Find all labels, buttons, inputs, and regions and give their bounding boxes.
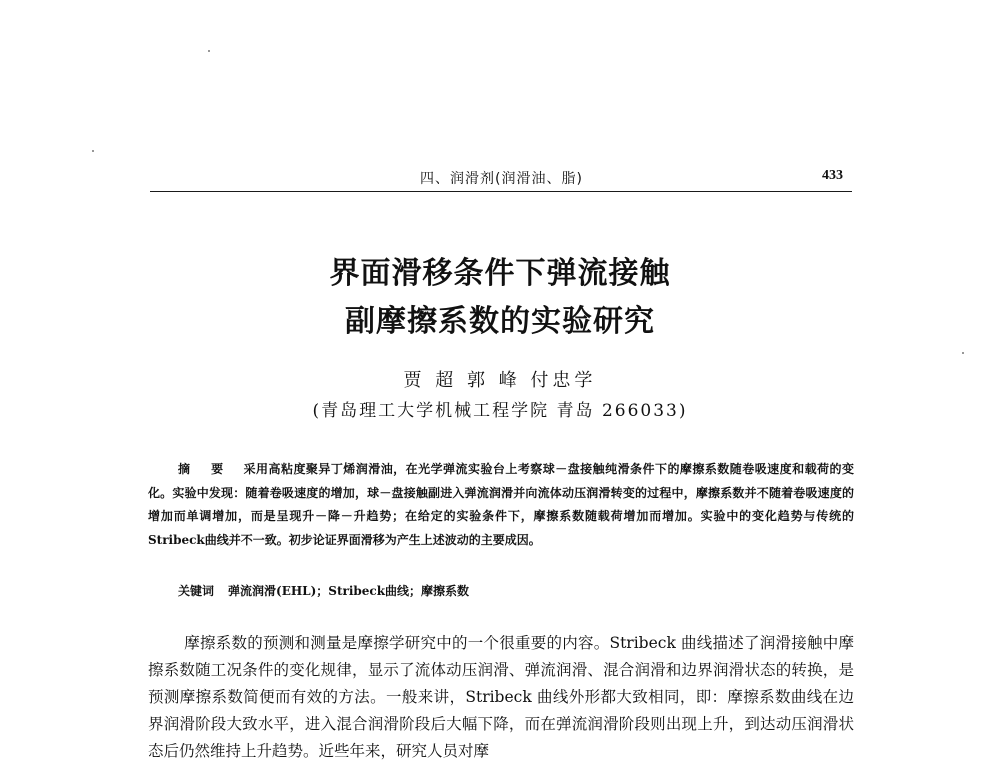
affiliation: (青岛理工大学机械工程学院 青岛 266033) (312, 401, 688, 421)
keywords-text: 弹流润滑(EHL)；Stribeck曲线；摩擦系数 (228, 584, 470, 598)
abstract (148, 458, 854, 552)
scan-speck (962, 352, 964, 354)
abstract-text: 采用高粘度聚异丁烯润滑油，在光学弹流实验台上考察球－盘接触纯滑条件下的摩擦系数随卷吸速度和载荷的变化。实验中发现：随着卷吸速度的增加，球－盘接触副进入弹流润滑并向流体动压润滑转变的过程中，摩擦系数并不随着卷吸速度的增加而单调增加，而是呈现升－降－升趋势；在给定的实验条件下，摩擦系数随载荷增加而增加。实验中的变化趋势与传统的Stribeck曲线并不一致。初步论证界面滑移为产生上述波动的主要成因。 (148, 462, 854, 547)
body-paragraph (148, 630, 854, 765)
abstract-label: 摘 要 (178, 462, 232, 476)
keywords-label: 关键词 (178, 584, 215, 598)
title-line-2: 副摩擦系数的实验研究 (345, 304, 655, 339)
scan-speck (92, 150, 94, 152)
scan-speck (208, 50, 210, 52)
keywords (178, 582, 469, 599)
running-head: 四、润滑剂(润滑油、脂) (420, 171, 583, 187)
page-number: 433 (822, 168, 843, 183)
body-text: 摩擦系数的预测和测量是摩擦学研究中的一个很重要的内容。Stribeck 曲线描述了润滑接触中摩擦系数随工况条件的变化规律，显示了流体动压润滑、弹流润滑、混合润滑和边界润滑状态的转换，是预测摩擦系数简便而有效的方法。一般来讲，Stribeck 曲线外形都大致相同，即：摩擦系数曲线在边界润滑阶段大致水平，进入混合润滑阶段后大幅下降，而在弹流润滑阶段则出现上升，到达动压润滑状态后仍然维持上升趋势。近些年来，研究人员对摩 (148, 634, 854, 760)
header-rule (150, 191, 852, 192)
title-line-1: 界面滑移条件下弹流接触 (329, 256, 671, 291)
authors: 贾 超 郭 峰 付忠学 (403, 370, 597, 391)
